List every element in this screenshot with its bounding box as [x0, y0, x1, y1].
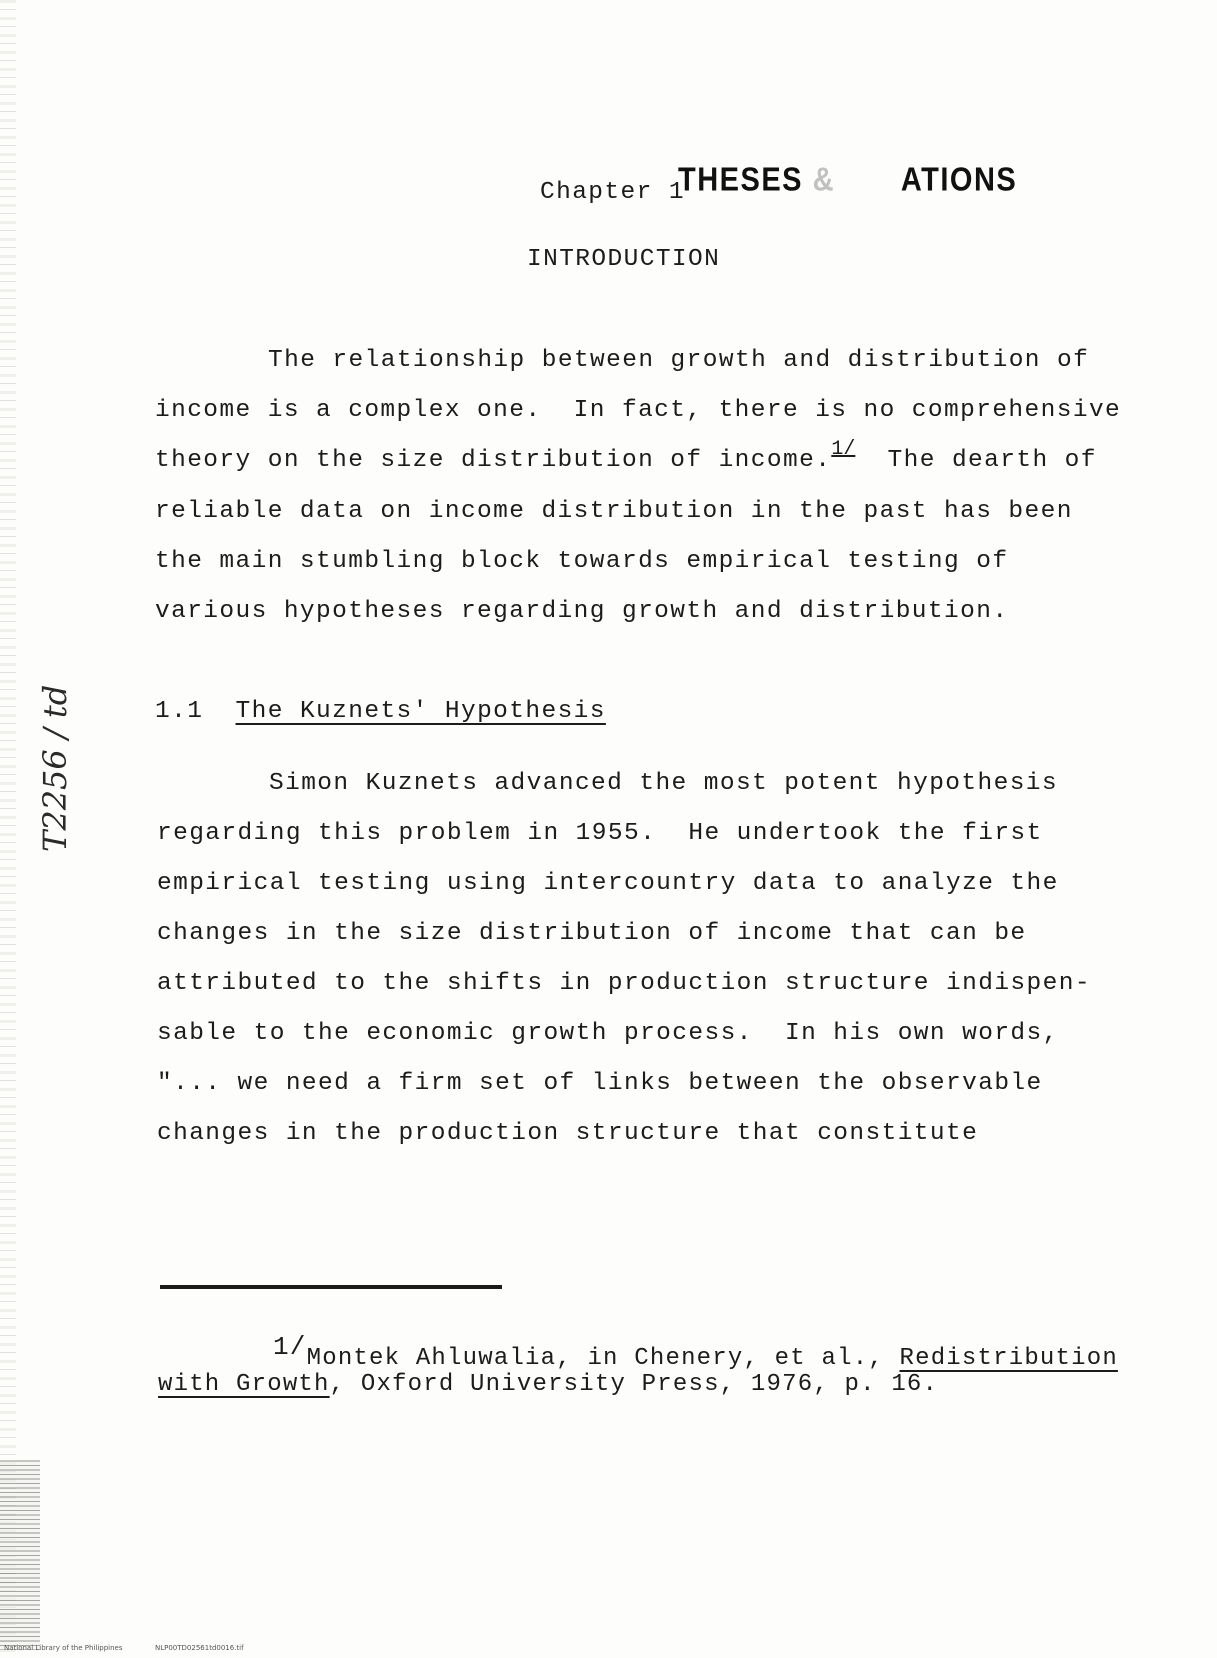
- paragraph-line: changes in the size distribution of income that can be: [157, 920, 1027, 947]
- paragraph-line-with-footnote: [155, 438, 1097, 477]
- stamp-text-faded: &: [803, 161, 845, 199]
- scan-edge-artifact: [0, 0, 16, 1658]
- footnote-book-title: Redistribution: [899, 1345, 1118, 1372]
- paragraph-line: Simon Kuznets advanced the most potent hypothesis: [269, 770, 1059, 797]
- scan-barcode-artifact: [0, 1460, 40, 1650]
- section-title: The Kuznets' Hypothesis: [235, 698, 606, 725]
- paragraph-line: "... we need a firm set of links between the observable: [157, 1070, 1043, 1097]
- stamp-text-gap: [845, 162, 901, 199]
- paragraph-line: sable to the economic growth process. In his own words,: [157, 1020, 1059, 1047]
- chapter-label: Chapter 1: [540, 179, 685, 206]
- footnote-line: [158, 1371, 938, 1398]
- section-number: 1.1: [155, 698, 204, 725]
- section-heading: [155, 697, 606, 727]
- footnote-line: [273, 1332, 1118, 1372]
- stamp-text-start: THESES: [678, 161, 804, 199]
- handwritten-call-number: T2256 / td: [36, 684, 74, 852]
- paragraph-line: changes in the production structure that constitute: [157, 1120, 979, 1147]
- footnote-reference[interactable]: 1/: [831, 438, 856, 461]
- paragraph-line: regarding this problem in 1955. He undertook the first: [157, 820, 1043, 847]
- scan-footer-library: National Library of the Philippines: [4, 1644, 123, 1652]
- paragraph-line: attributed to the shifts in production structure indispen-: [157, 970, 1091, 997]
- chapter-title: INTRODUCTION: [527, 246, 721, 273]
- footnote-book-title-cont: with Growth: [158, 1371, 330, 1398]
- footnote-text: Montek Ahluwalia, in Chenery, et al.,: [306, 1345, 900, 1372]
- paragraph-line: empirical testing using intercountry data to analyze the: [157, 870, 1059, 897]
- stamp-text-end: ATIONS: [900, 161, 1018, 199]
- paragraph-line: The relationship between growth and distribution of: [268, 347, 1090, 374]
- paragraph-line: various hypotheses regarding growth and distribution.: [155, 598, 1009, 625]
- paragraph-line: reliable data on income distribution in the past has been: [155, 498, 1073, 525]
- scan-footer-filename: NLP00TD02561td0016.tif: [155, 1644, 244, 1652]
- paragraph-line: income is a complex one. In fact, there is no comprehensive: [155, 397, 1122, 424]
- paragraph-line-text: theory on the size distribution of income.: [155, 447, 832, 474]
- theses-stamp: [678, 162, 1017, 200]
- footnote-marker: 1/: [273, 1332, 307, 1362]
- paragraph-line: the main stumbling block towards empirical testing of: [155, 548, 1009, 575]
- paragraph-line-tail: The dearth of: [855, 447, 1097, 474]
- footnote-separator: [160, 1285, 502, 1289]
- footnote-citation: , Oxford University Press, 1976, p. 16.: [329, 1371, 939, 1398]
